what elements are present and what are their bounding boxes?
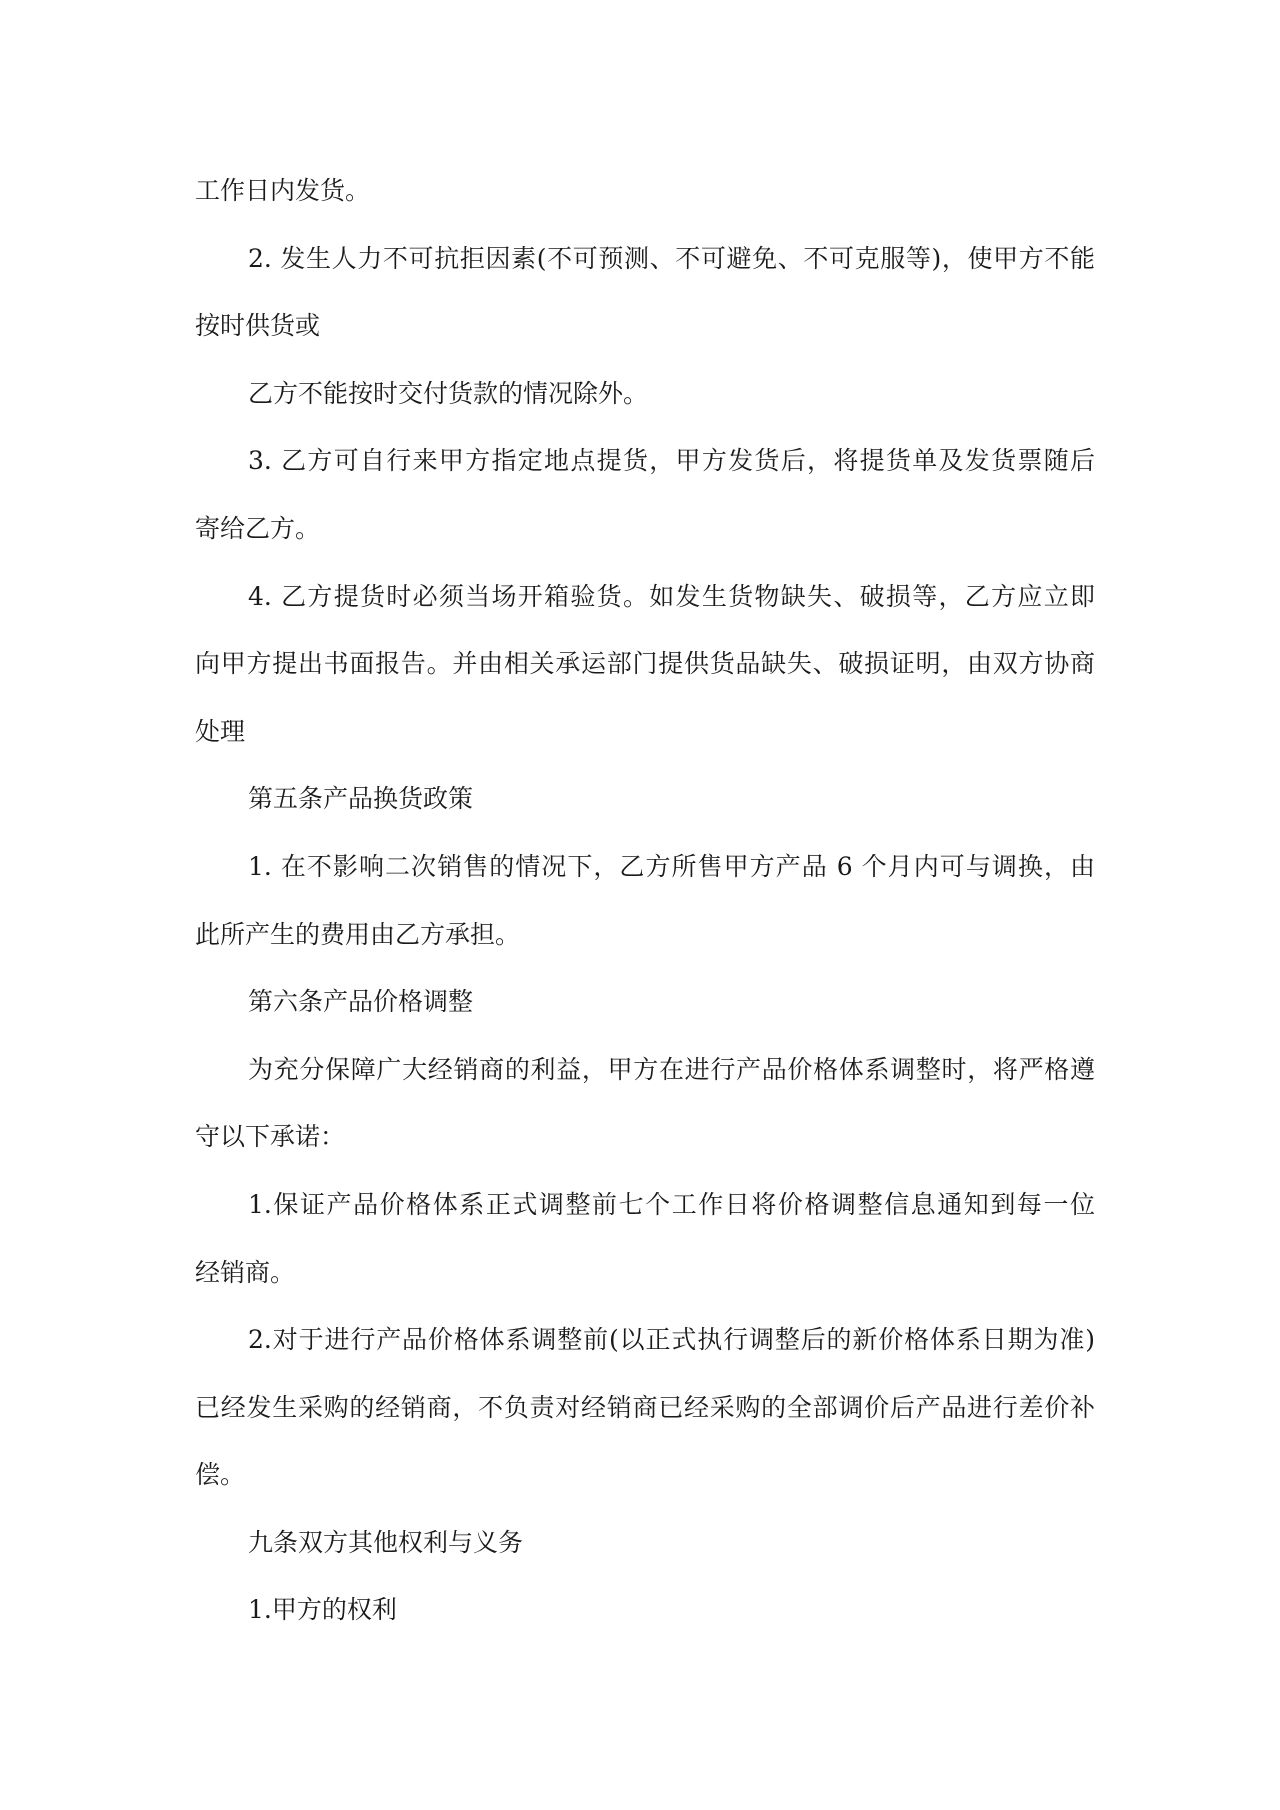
text-line: 已经发生采购的经销商，不负责对经销商已经采购的全部调价后产品进行差价补	[195, 1392, 1095, 1422]
text-line: 经销商。	[195, 1257, 296, 1287]
text-line: 乙方不能按时交付货款的情况除外。	[248, 378, 649, 408]
text-line: 按时供货或	[195, 311, 321, 341]
text-line: 为充分保障广大经销商的利益，甲方在进行产品价格体系调整时，将严格遵	[248, 1054, 1095, 1084]
text-line: 处理	[195, 716, 246, 746]
text-line: 此所产生的费用由乙方承担。	[195, 919, 521, 949]
text-line: 九条双方其他权利与义务	[248, 1527, 524, 1557]
text-line: 工作日内发货。	[195, 176, 371, 205]
text-line: 2.对于进行产品价格体系调整前(以正式执行调整后的新价格体系日期为准)	[248, 1325, 1095, 1355]
text-line: 向甲方提出书面报告。并由相关承运部门提供货品缺失、破损证明，由双方协商	[195, 649, 1095, 679]
text-line: 1. 在不影响二次销售的情况下，乙方所售甲方产品 6 个月内可与调换，由	[248, 851, 1095, 881]
text-line: 1.保证产品价格体系正式调整前七个工作日将价格调整信息通知到每一位	[248, 1189, 1095, 1219]
text-line: 3. 乙方可自行来甲方指定地点提货，甲方发货后，将提货单及发货票随后	[248, 446, 1095, 476]
text-line: 4. 乙方提货时必须当场开箱验货。如发生货物缺失、破损等，乙方应立即	[248, 581, 1095, 611]
text-line: 寄给乙方。	[195, 513, 321, 543]
text-line: 偿。	[195, 1460, 246, 1490]
text-line: 第五条产品换货政策	[248, 784, 474, 814]
text-line: 守以下承诺：	[195, 1122, 346, 1152]
text-line: 第六条产品价格调整	[248, 987, 474, 1017]
document-body	[195, 157, 1095, 1644]
text-line: 2. 发生人力不可抗拒因素(不可预测、不可避免、不可克服等)，使甲方不能	[248, 243, 1095, 273]
text-line: 1.甲方的权利	[248, 1595, 397, 1625]
